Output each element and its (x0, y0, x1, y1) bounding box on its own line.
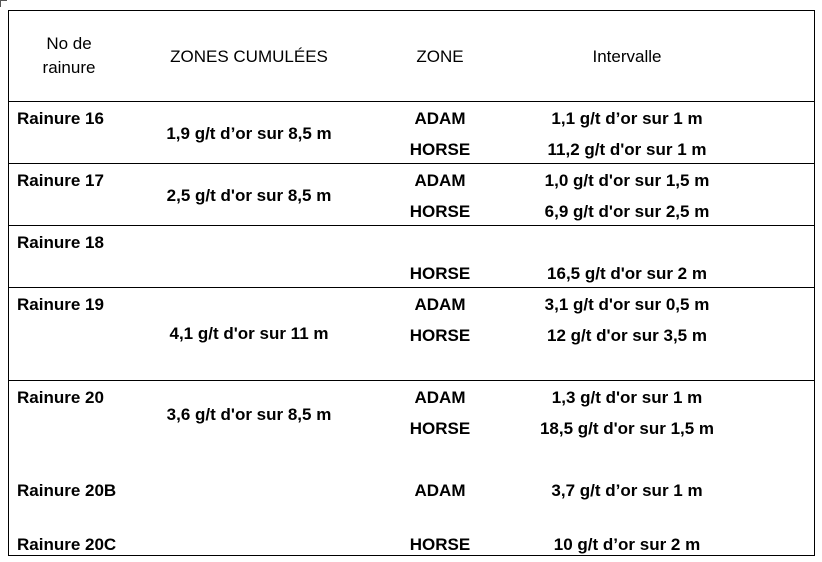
row-divider (9, 101, 814, 102)
rainure-name: Rainure 19 (17, 295, 104, 314)
row-divider (9, 225, 814, 226)
header-zones-cumulees: ZONES CUMULÉES (170, 47, 328, 66)
results-table: No de rainure ZONES CUMULÉES ZONE Intervalle Rainure 16 1,9 g/t d’or sur 8,5 m ADAM 1,1 g/t d’or sur 1 m HORSE 11,2 g/t d'or sur 1 m Rainure 17 2,5 g/t d'or sur 8,5 m ADAM 1,0 g/t d'or sur 1,5 m HORSE 6,9 g/t d'or sur 2,5 m Rainure 18 HORSE 16,5 g/t d'or sur 2 m Rainure 19 4,1 g/t d'or sur 11 m ADAM 3,1 g/t d'or sur 0,5 m HORSE 12 g/t d'or sur 3,5 m Rainure 20 3,6 g/t d'or sur 8,5 m ADAM 1,3 g/t d'or sur 1 m HORSE 18,5 g/t d'or sur 1,5 m Rainure 20B ADAM 3,7 g/t d’or sur 1 m Rainure 20C HORSE 10 g/t d’or sur 2 m (8, 10, 815, 556)
rainure-name: Rainure 16 (17, 109, 104, 128)
rainure-name: Rainure 20 (17, 388, 104, 407)
corner-mark (0, 0, 7, 7)
header-no-de-rainure (9, 32, 129, 80)
header-no-de-rainure-line1: No de (46, 34, 92, 53)
header-intervalle: Intervalle (592, 47, 662, 66)
header-zone: ZONE (416, 47, 464, 66)
rainure-name: Rainure 18 (17, 233, 104, 252)
rainure-name: Rainure 20C (17, 535, 117, 554)
row-divider (9, 380, 814, 381)
rainure-name: Rainure 17 (17, 171, 104, 190)
rainure-name: Rainure 20B (17, 481, 117, 500)
header-no-de-rainure-line2: rainure (42, 58, 96, 77)
row-divider (9, 163, 814, 164)
row-divider (9, 287, 814, 288)
